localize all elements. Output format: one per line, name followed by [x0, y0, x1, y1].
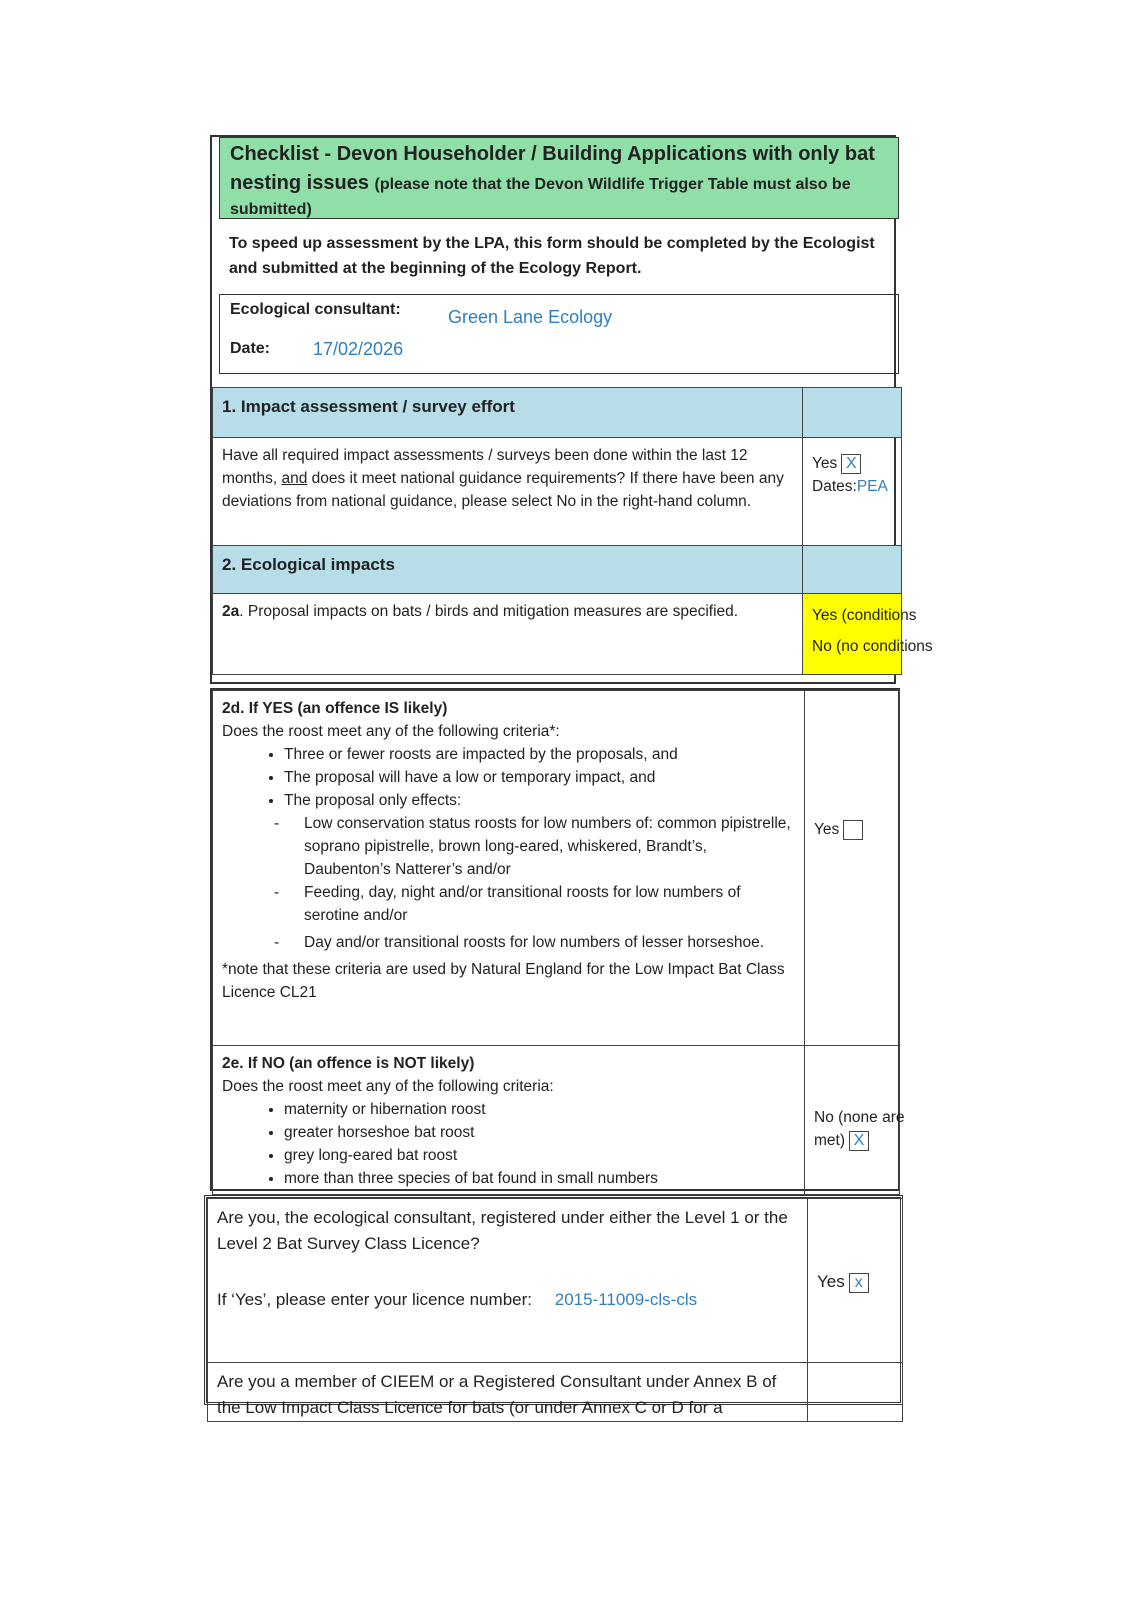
section-1-answer-header — [802, 387, 902, 438]
question-text-cont: does it meet national guidance requirements? If there have been any deviations from national guidance, please select No in the right-hand column. — [222, 470, 784, 510]
licence-answer — [807, 1198, 903, 1363]
section-1-question — [212, 437, 803, 546]
answer-text-cont: met) — [814, 1132, 845, 1149]
q2a-answer — [802, 593, 933, 675]
q2d-bullet: • The proposal only effects: — [284, 789, 795, 812]
yes-label: Yes — [812, 455, 838, 472]
q2e-intro: Does the roost meet any of the following criteria: — [222, 1078, 554, 1095]
consultant-box — [219, 294, 899, 374]
yes-checkbox[interactable]: X — [841, 454, 861, 474]
option-no-conditions[interactable]: No (no conditions — [812, 638, 933, 655]
q2d-bullet: • The proposal will have a low or temporary impact, and — [284, 766, 795, 789]
header-note-line2: submitted) — [230, 201, 312, 218]
section-1-answer — [802, 437, 902, 546]
q2a-text: . Proposal impacts on bats / birds and mitigation measures are specified. — [239, 603, 739, 620]
licence-number-value[interactable]: 2015-11009-cls-cls — [554, 1290, 698, 1309]
q2d-sub-item: - Day and/or transitional roosts for low numbers of lesser horseshoe. — [304, 931, 795, 954]
q2e-answer — [804, 1045, 905, 1195]
dates-label: Dates: — [812, 478, 857, 495]
date-value[interactable]: 17/02/2026 — [313, 339, 404, 359]
option-yes-conditions[interactable]: Yes (conditions — [812, 607, 917, 624]
header-title: Checklist - Devon Householder / Building Applications with only bat — [230, 143, 875, 165]
consultant-value[interactable]: Green Lane Ecology — [448, 307, 613, 327]
dates-value[interactable]: PEA — [856, 478, 888, 495]
answer-text: No (none are — [814, 1109, 905, 1126]
licence-question — [207, 1198, 808, 1363]
checklist-block-1 — [210, 135, 933, 684]
no-checkbox[interactable]: X — [849, 1131, 869, 1151]
question-2d — [212, 690, 805, 1046]
q2a-number: 2a — [222, 603, 240, 620]
consultant-label: Ecological consultant: — [230, 301, 401, 318]
q2d-sub-item: - Feeding, day, night and/or transitional roosts for low numbers of serotine and/or — [304, 881, 795, 927]
question-and: and — [281, 470, 308, 487]
cieem-question: Are you a member of CIEEM or a Registered Consultant under Annex B of the Low Impact Class Licence for bats (or under Annex C or D for a — [207, 1362, 808, 1422]
question-2a — [212, 593, 803, 675]
licence-number-label: If ‘Yes’, please enter your licence number: — [217, 1290, 532, 1309]
q2d-footnote: *note that these criteria are used by Natural England for the Low Impact Bat Class Licence CL21 — [222, 961, 785, 1001]
yes-checkbox[interactable]: x — [849, 1273, 869, 1293]
yes-label: Yes — [817, 1272, 845, 1291]
checklist-block-2 — [210, 688, 905, 1191]
q2d-sub-item: - Low conservation status roosts for low numbers of: common pipistrelle, soprano pipistrelle, brown long-eared, whiskered, Brandt’s, Daubenton’s Natterer’s and/or — [304, 812, 795, 881]
q2e-title: 2e. If NO (an offence is NOT likely) — [222, 1055, 475, 1072]
date-label: Date: — [230, 340, 271, 357]
q2d-intro: Does the roost meet any of the following criteria*: — [222, 723, 560, 740]
q2d-title: 2d. If YES (an offence IS likely) — [222, 700, 448, 717]
section-1-heading: 1. Impact assessment / survey effort — [212, 387, 803, 438]
checklist-block-3 — [204, 1195, 903, 1417]
intro-text: To speed up assessment by the LPA, this form should be completed by the Ecologist and submitted at the beginning of the Ecology Report. — [229, 235, 875, 277]
section-2-heading: 2. Ecological impacts — [212, 545, 803, 594]
q2d-answer — [804, 690, 900, 1046]
q2e-bullet: • maternity or hibernation roost — [284, 1098, 795, 1121]
q2e-bullet: • more than three species of bat found in small numbers — [284, 1167, 795, 1190]
q2e-bullet: • greater horseshoe bat roost — [284, 1121, 795, 1144]
header-title-line2: nesting issues — [230, 172, 369, 194]
question-2e — [212, 1045, 805, 1195]
yes-checkbox[interactable] — [843, 820, 863, 840]
cieem-answer — [807, 1362, 903, 1422]
header-note: (please note that the Devon Wildlife Trigger Table must also be — [374, 176, 851, 193]
question-text: Have all required impact assessments / surveys been done within the last 12 months, — [222, 447, 748, 487]
checklist-header — [219, 137, 899, 219]
q2d-bullet: • Three or fewer roosts are impacted by the proposals, and — [284, 743, 795, 766]
section-2-answer-header — [802, 545, 902, 594]
q2e-bullet: • grey long-eared bat roost — [284, 1144, 795, 1167]
yes-label: Yes — [814, 821, 840, 838]
licence-question-text: Are you, the ecological consultant, registered under either the Level 1 or the Level 2 Bat Survey Class Licence? — [217, 1208, 788, 1253]
